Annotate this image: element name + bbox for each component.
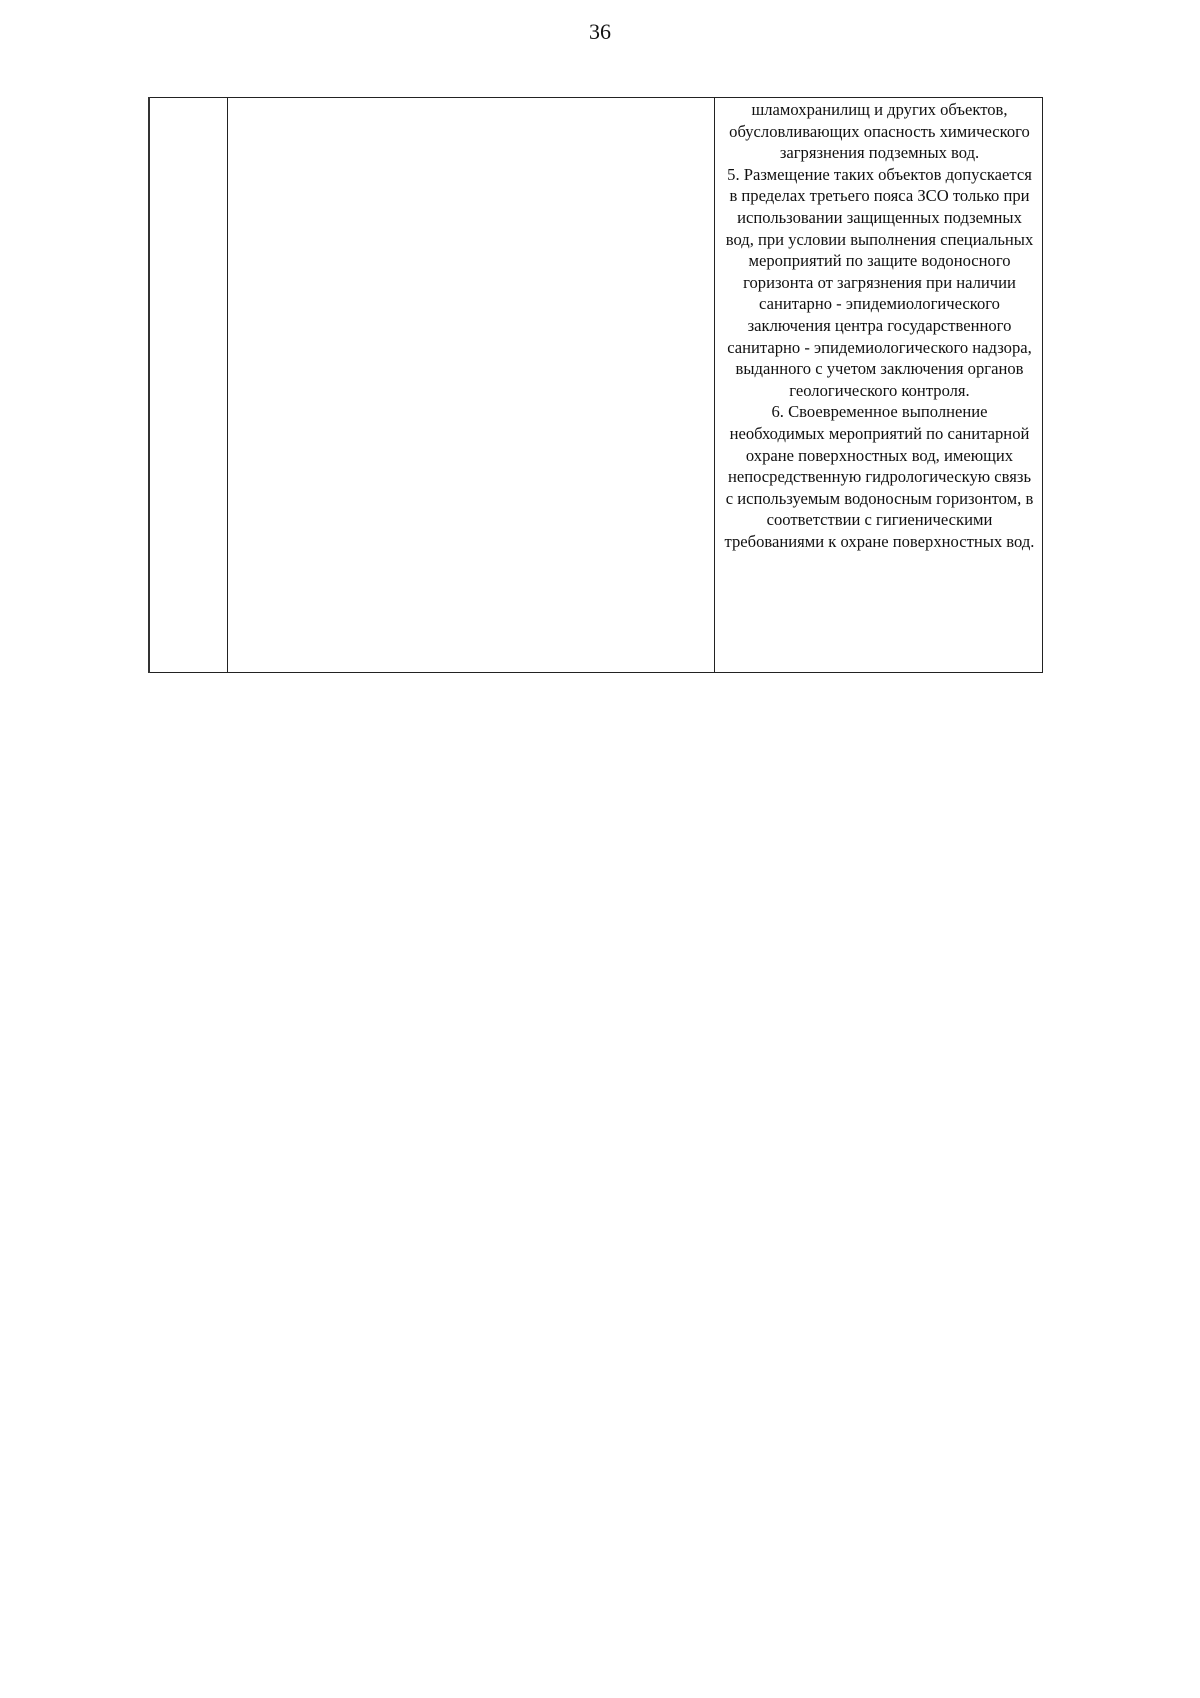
table-cell-requirements	[715, 98, 1043, 673]
paragraph-item-5: 5. Размещение таких объектов допускается в пределах третьего пояса ЗСО только при использовании защищенных подземных вод, при условии выполнения специальных мероприятий по защите водоносного горизонта от загрязнения при наличии санитарно - эпидемиологического заключения центра государственного санитарно - эпидемиологического надзора, выданного с учетом заключения органов геологического контроля.	[725, 164, 1034, 400]
paragraph-continuation: шламохранилищ и других объектов, обусловливающих опасность химического загрязнения подземных вод.	[729, 100, 1030, 163]
requirements-table	[148, 97, 1043, 673]
table-row	[149, 98, 1043, 673]
page-number: 36	[589, 19, 611, 44]
table-cell-number	[149, 98, 228, 673]
paragraph-item-6: 6. Своевременное выполнение необходимых мероприятий по санитарной охране поверхностных вод, имеющих непосредственную гидрологическую связь с используемым водоносным горизонтом, в соответствии с гигиеническими требованиями к охране поверхностных вод.	[724, 402, 1035, 551]
table-cell-description	[228, 98, 715, 673]
